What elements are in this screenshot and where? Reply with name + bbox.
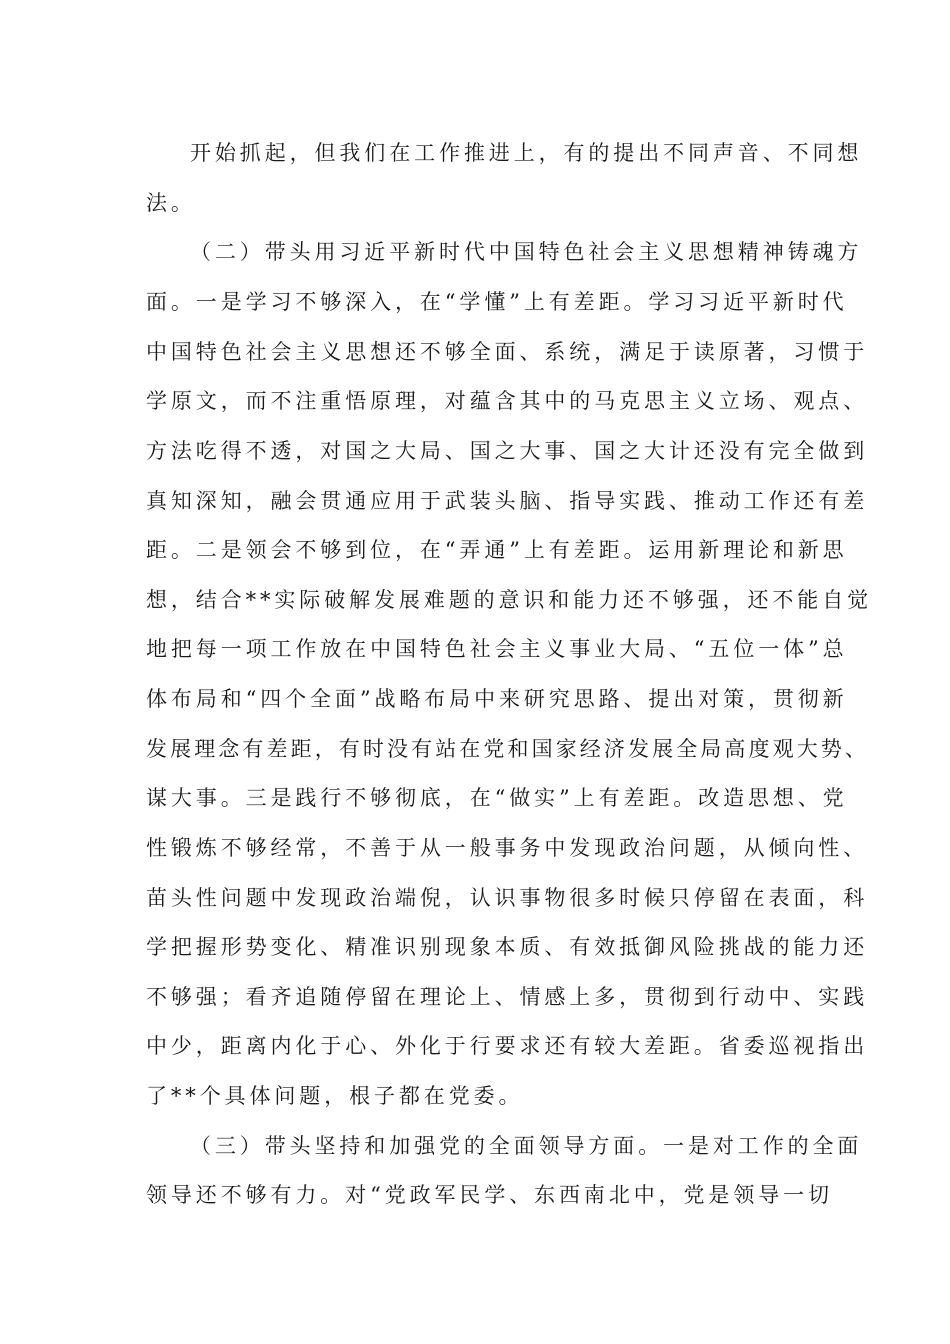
text-line-21: （三）带头坚持和加强党的全面领导方面。一是对工作的全面 bbox=[190, 1134, 863, 1158]
text-line-19: 中少，距离内化于心、外化于行要求还有较大差距。省委巡视指出 bbox=[146, 1034, 869, 1058]
text-line-22: 领导还不够有力。对“党政军民学、东西南北中，党是领导一切 bbox=[146, 1183, 833, 1207]
text-line-18: 不够强；看齐追随停留在理论上、情感上多，贯彻到行动中、实践 bbox=[146, 985, 869, 1009]
text-line-6: 学原文，而不注重悟原理，对蕴含其中的马克思主义立场、观点、 bbox=[146, 389, 869, 413]
text-line-16: 苗头性问题中发现政治端倪，认识事物很多时候只停留在表面，科 bbox=[146, 886, 869, 910]
text-line-20: 了**个具体问题，根子都在党委。 bbox=[146, 1084, 524, 1108]
text-line-2: 法。 bbox=[146, 191, 196, 215]
text-line-10: 想，结合**实际破解发展难题的意识和能力还不够强，还不能自觉 bbox=[146, 588, 872, 612]
text-line-9: 距。二是领会不够到位，在“弄通”上有差距。运用新理论和新思 bbox=[146, 538, 848, 562]
text-line-13: 发展理念有差距，有时没有站在党和国家经济发展全局高度观大势、 bbox=[146, 737, 869, 761]
text-line-15: 性锻炼不够经常，不善于从一般事务中发现政治问题，从倾向性、 bbox=[146, 836, 869, 860]
text-line-1: 开始抓起，但我们在工作推进上，有的提出不同声音、不同想 bbox=[190, 141, 863, 165]
text-line-4: 面。一是学习不够深入，在“学懂”上有差距。学习习近平新时代 bbox=[146, 290, 848, 314]
text-line-3: （二）带头用习近平新时代中国特色社会主义思想精神铸魂方 bbox=[190, 240, 863, 264]
text-line-7: 方法吃得不透，对国之大局、国之大事、国之大计还没有完全做到 bbox=[146, 439, 869, 463]
text-line-5: 中国特色社会主义思想还不够全面、系统，满足于读原著，习惯于 bbox=[146, 340, 869, 364]
text-line-12: 体布局和“四个全面”战略布局中来研究思路、提出对策，贯彻新 bbox=[146, 687, 848, 711]
text-line-14: 谋大事。三是践行不够彻底，在“做实”上有差距。改造思想、党 bbox=[146, 786, 848, 810]
text-line-8: 真知深知，融会贯通应用于武装头脑、指导实践、推动工作还有差 bbox=[146, 489, 869, 513]
text-line-17: 学把握形势变化、精准识别现象本质、有效抵御风险挑战的能力还 bbox=[146, 935, 869, 959]
text-line-11: 地把每一项工作放在中国特色社会主义事业大局、“五位一体”总 bbox=[146, 637, 848, 661]
